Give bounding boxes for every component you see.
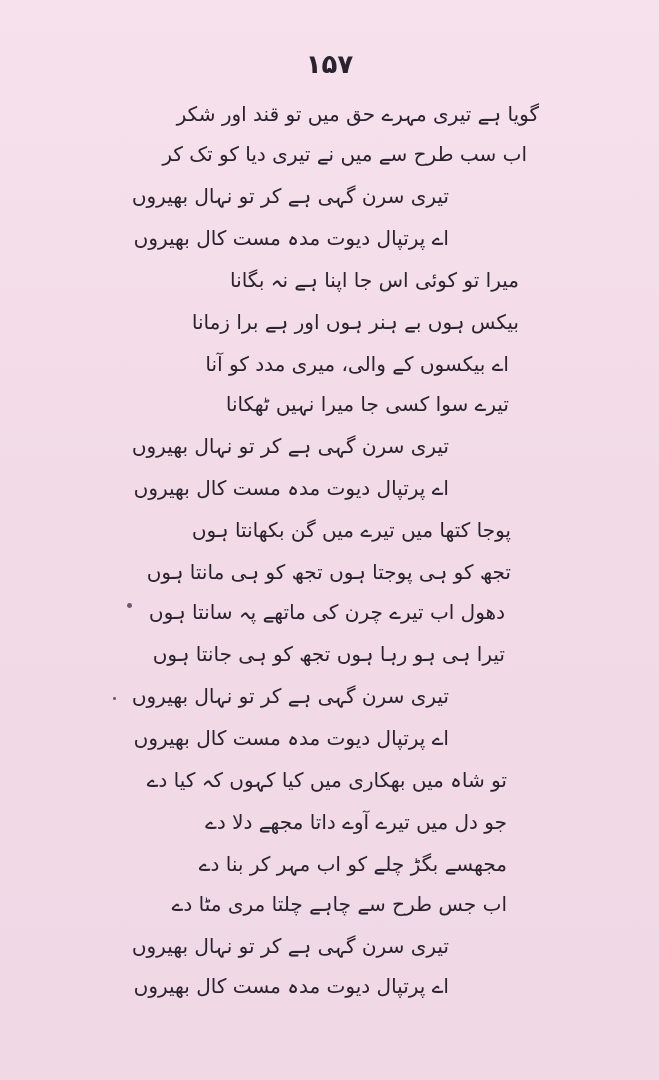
verse-line-17: تو شاہ میں بھکاری میں کیا کہوں کہ کیا دے: [146, 768, 507, 792]
verse-line-2: اب سب طرح سے میں نے تیری دیا کو تک کر: [162, 142, 527, 166]
verse-line-10: اے پرتپال دیوت مدہ مست کال بھیروں: [133, 476, 449, 500]
verse-line-8: تیرے سوا کسی جا میرا نہیں ٹھکانا: [225, 392, 509, 416]
verse-line-16: اے پرتپال دیوت مدہ مست کال بھیروں: [133, 726, 449, 750]
verse-line-22: اے پرتپال دیوت مدہ مست کال بھیروں: [133, 974, 449, 998]
verse-line-4: اے پرتپال دیوت مدہ مست کال بھیروں: [133, 226, 449, 250]
verse-line-15: تیری سرن گہی ہے کر تو نہال بھیروں: [131, 684, 449, 708]
verse-line-5: میرا تو کوئی اس جا اپنا ہے نہ بگانا: [230, 268, 519, 292]
page-number: ۱۵۷: [305, 50, 354, 80]
verse-line-3: تیری سرن گہی ہے کر تو نہال بھیروں: [131, 184, 449, 208]
verse-line-21: تیری سرن گہی ہے کر تو نہال بھیروں: [131, 934, 449, 958]
verse-line-12: تجھ کو ہی پوجتا ہوں تجھ کو ہی مانتا ہوں: [146, 560, 511, 584]
verse-line-11: پوجا کتھا میں تیرے میں گن بکھانتا ہوں: [191, 518, 511, 542]
verse-line-19: مجھسے بگڑ چلے کو اب مہر کر بنا دے: [198, 852, 507, 876]
verse-line-13: دھول اب تیرے چرن کی ماتھے پہ سانتا ہوں: [148, 600, 505, 624]
verse-line-1: گویا ہے تیری مہرے حق میں تو قند اور شکر: [176, 102, 539, 126]
verse-line-18: جو دل میں تیرے آوے داتا مجھے دلا دے: [205, 810, 507, 834]
verse-line-20: اب جس طرح سے چاہے چلتا مری مٹا دے: [171, 892, 507, 916]
verse-line-9: تیری سرن گہی ہے کر تو نہال بھیروں: [131, 434, 449, 458]
verse-line-6: بیکس ہوں بے ہنر ہوں اور ہے برا زمانا: [191, 310, 519, 334]
verse-line-14: تیرا ہی ہو رہا ہوں تجھ کو ہی جانتا ہوں: [152, 642, 505, 666]
ink-speck: [127, 603, 132, 608]
ink-speck: [113, 697, 116, 700]
verse-line-7: اے بیکسوں کے والی، میری مدد کو آنا: [205, 352, 509, 376]
